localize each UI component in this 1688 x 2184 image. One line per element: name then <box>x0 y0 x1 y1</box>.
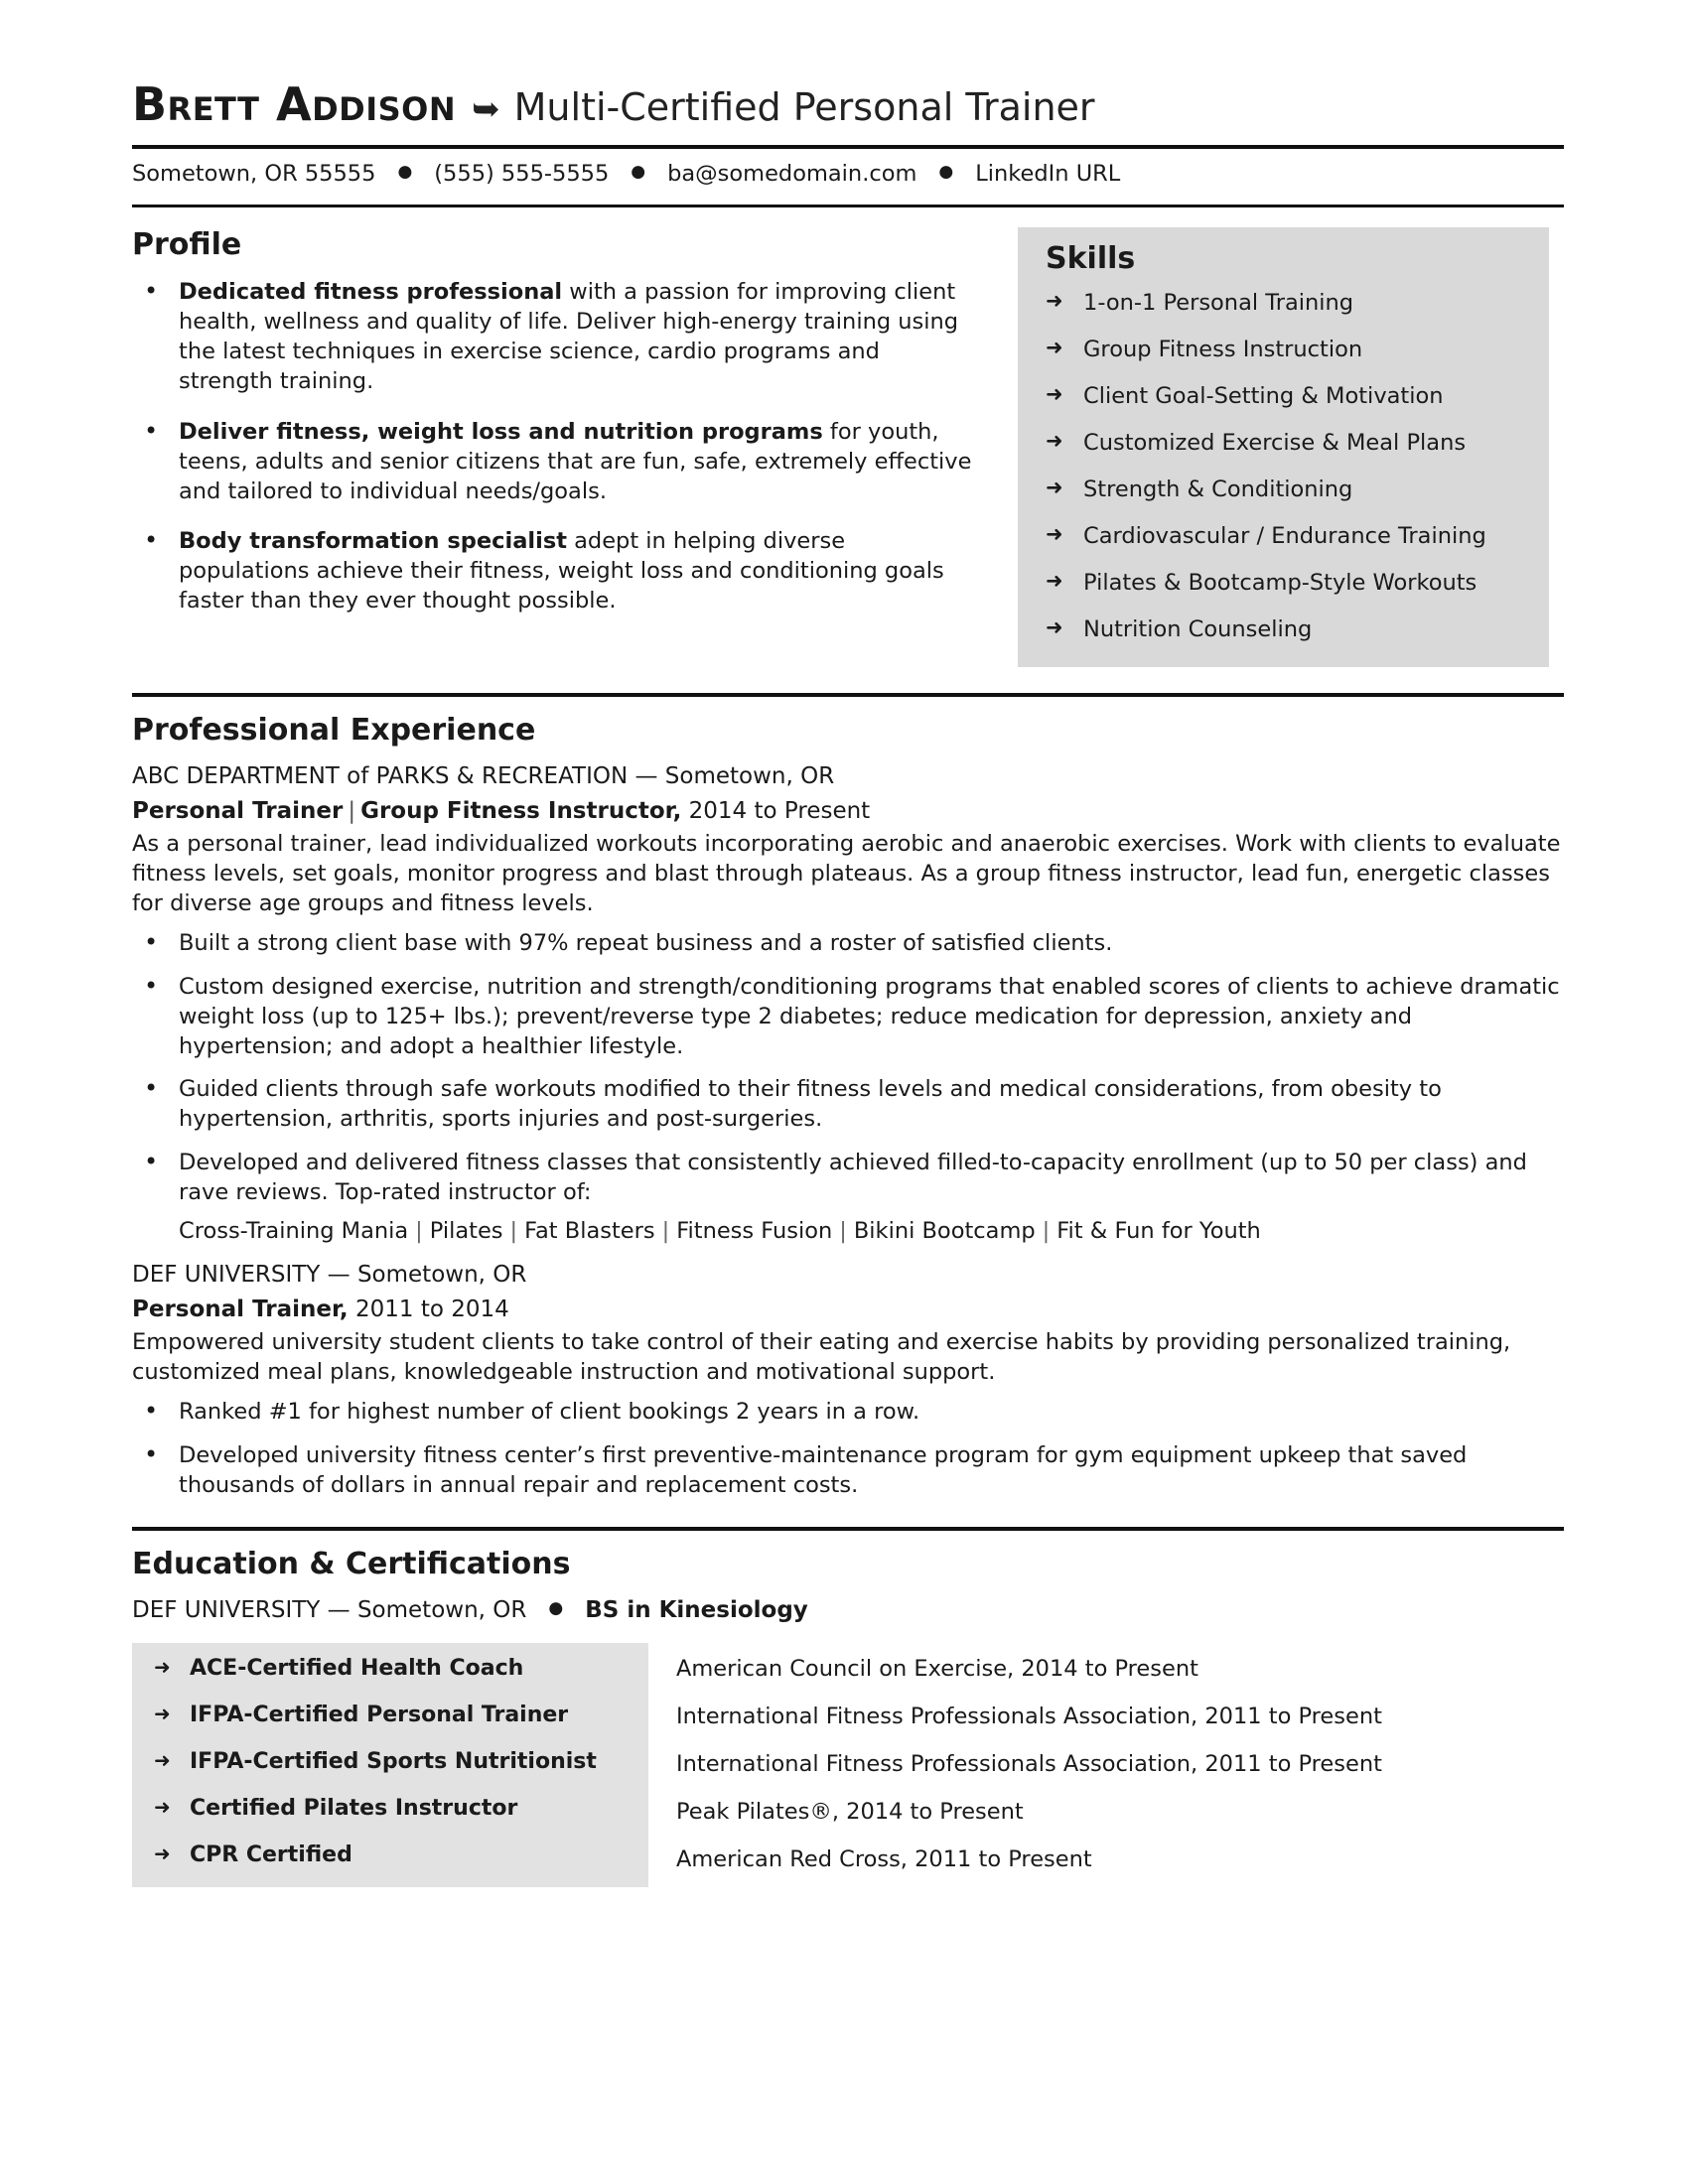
list-item <box>132 418 976 507</box>
certification-names <box>132 1643 648 1887</box>
experience-divider <box>132 693 1564 697</box>
class-name: Bikini Bootcamp <box>853 1218 1036 1245</box>
title-separator: | <box>348 798 356 824</box>
class-separator: | <box>1042 1218 1051 1245</box>
resume-header <box>132 77 1564 131</box>
skills-section <box>1018 227 1549 667</box>
class-name: Cross-Training Mania <box>179 1218 409 1245</box>
class-name: Fat Blasters <box>524 1218 655 1245</box>
list-item: ➜ IFPA-Certified Sports Nutritionist <box>150 1749 638 1774</box>
class-list <box>132 1218 1564 1244</box>
profile-title: Profile <box>132 227 242 262</box>
education-section <box>132 1527 1564 1894</box>
list-item: ➜ Nutrition Counseling <box>1040 616 1531 643</box>
class-name: Fit & Fun for Youth <box>1056 1218 1261 1245</box>
profile-item-lead: Body transformation specialist <box>179 528 567 555</box>
contact-phone: (555) 555-5555 <box>434 161 610 187</box>
job-achievements <box>132 929 1564 1208</box>
list-item <box>132 278 976 397</box>
job-dates: 2014 to Present <box>681 798 871 824</box>
profile-section <box>132 227 1006 637</box>
class-separator: | <box>661 1218 670 1245</box>
job-summary: Empowered university student clients to take control of their eating and exercise habits by providing personalized training, customized meal plans, knowledgeable instruction and motivational support. <box>132 1329 1511 1386</box>
list-item: ➜ Client Goal-Setting & Motivation <box>1040 383 1531 410</box>
job-title: Personal Trainer <box>132 798 344 824</box>
education-separator-icon: ● <box>548 1597 564 1618</box>
contact-separator-icon: ● <box>397 161 413 182</box>
list-item <box>132 527 976 616</box>
profile-item-lead: Deliver fitness, weight loss and nutrition programs <box>179 418 823 445</box>
list-item: ➜ Strength & Conditioning <box>1040 477 1531 503</box>
experience-section <box>132 693 1564 1501</box>
class-separator: | <box>509 1218 518 1245</box>
profile-list <box>132 278 976 616</box>
certifications-table <box>132 1643 1564 1894</box>
job-title-line <box>132 1297 1564 1322</box>
profile-item-lead: Dedicated fitness professional <box>179 279 563 305</box>
list-item: American Red Cross, 2011 to Present <box>676 1845 1092 1872</box>
profile-item-text: adept in helping diverse populations achieve their fitness, weight loss and conditioning goals faster than they ever thought possible. <box>179 528 944 614</box>
job-title-line <box>132 798 1564 824</box>
profile-skills-row <box>132 227 1564 667</box>
job-title-secondary: Group Fitness Instructor, <box>360 798 682 824</box>
class-separator: | <box>839 1218 847 1245</box>
list-item: ➜ Pilates & Bootcamp-Style Workouts <box>1040 570 1531 597</box>
list-item: ➜ CPR Certified <box>150 1843 638 1867</box>
degree-name: BS in Kinesiology <box>585 1596 808 1623</box>
job-title: Personal Trainer, <box>132 1297 349 1323</box>
employer-name: ABC DEPARTMENT of PARKS & RECREATION — Sometown, OR <box>132 763 835 789</box>
arrow-separator-icon: ➥ <box>472 89 500 129</box>
class-separator: | <box>415 1218 423 1245</box>
list-item: Peak Pilates®, 2014 to Present <box>676 1798 1024 1825</box>
contact-linkedin[interactable]: LinkedIn URL <box>975 161 1121 187</box>
contact-email[interactable]: ba@somedomain.com <box>667 161 917 187</box>
list-item: International Fitness Professionals Association, 2011 to Present <box>676 1750 1382 1777</box>
header-rule-bottom <box>132 205 1564 207</box>
list-item: ➜ ACE-Certified Health Coach <box>150 1656 638 1681</box>
list-item: ➜ 1-on-1 Personal Training <box>1040 290 1531 317</box>
job-summary: As a personal trainer, lead individualized workouts incorporating aerobic and anaerobic exercises. Work with clients to evaluate fitness levels, set goals, monitor progress and blast through plateaus. As a group fitness instructor, lead fun, energetic classes for diverse age groups and fitness levels. <box>132 831 1561 916</box>
list-item: International Fitness Professionals Association, 2011 to Present <box>676 1703 1382 1729</box>
list-item: ➜ Customized Exercise & Meal Plans <box>1040 430 1531 457</box>
list-item: ➜ Group Fitness Instruction <box>1040 337 1531 363</box>
experience-title: Professional Experience <box>132 713 536 748</box>
contact-separator-icon: ● <box>938 161 954 182</box>
list-item: • Guided clients through safe workouts modified to their fitness levels and medical considerations, from obesity to hypertension, arthritis, sports injuries and post-surgeries. <box>132 1075 1564 1135</box>
list-item: • Developed and delivered fitness classes that consistently achieved filled-to-capacity enrollment (up to 50 per class) and rave reviews. Top-rated instructor of: <box>132 1149 1564 1208</box>
job-dates: 2011 to 2014 <box>348 1297 509 1323</box>
list-item: • Ranked #1 for highest number of client bookings 2 years in a row. <box>132 1398 1564 1428</box>
list-item: • Developed university fitness center’s first preventive-maintenance program for gym equipment upkeep that saved thousands of dollars in annual repair and replacement costs. <box>132 1441 1564 1501</box>
candidate-name: Brett Addison <box>132 77 457 131</box>
list-item: ➜ Certified Pilates Instructor <box>150 1796 638 1821</box>
contact-line <box>132 149 1564 196</box>
school-name: DEF UNIVERSITY — Sometown, OR <box>132 1596 527 1623</box>
candidate-headline: Multi-Certified Personal Trainer <box>513 85 1095 129</box>
class-name: Fitness Fusion <box>676 1218 833 1245</box>
experience-job <box>132 763 1564 1244</box>
contact-location: Sometown, OR 55555 <box>132 161 376 187</box>
list-item: • Custom designed exercise, nutrition and strength/conditioning programs that enabled scores of clients to achieve dramatic weight loss (up to 125+ lbs.); prevent/reverse type 2 diabetes; reduce medication for depression, anxiety and hypertension; and adopt a healthier lifestyle. <box>132 973 1564 1062</box>
education-school-line <box>132 1597 1564 1623</box>
contact-separator-icon: ● <box>631 161 646 182</box>
job-achievements <box>132 1398 1564 1501</box>
certification-issuers <box>648 1643 1382 1894</box>
education-title: Education & Certifications <box>132 1546 571 1581</box>
list-item: ➜ Cardiovascular / Endurance Training <box>1040 523 1531 550</box>
skills-list <box>1040 290 1531 643</box>
list-item: American Council on Exercise, 2014 to Present <box>676 1655 1198 1682</box>
education-divider <box>132 1527 1564 1531</box>
experience-job <box>132 1262 1564 1501</box>
class-name: Pilates <box>429 1218 503 1245</box>
employer-name: DEF UNIVERSITY — Sometown, OR <box>132 1262 527 1289</box>
list-item: • Built a strong client base with 97% repeat business and a roster of satisfied clients. <box>132 929 1564 959</box>
skills-title: Skills <box>1046 241 1136 276</box>
list-item: ➜ IFPA-Certified Personal Trainer <box>150 1703 638 1727</box>
profile-item-text: with a passion for improving client health, wellness and quality of life. Deliver high-energy training using the latest techniques in exercise science, cardio programs and strength training. <box>179 279 959 394</box>
profile-item-text: for youth, teens, adults and senior citizens that are fun, safe, extremely effective and tailored to individual needs/goals. <box>179 418 972 504</box>
